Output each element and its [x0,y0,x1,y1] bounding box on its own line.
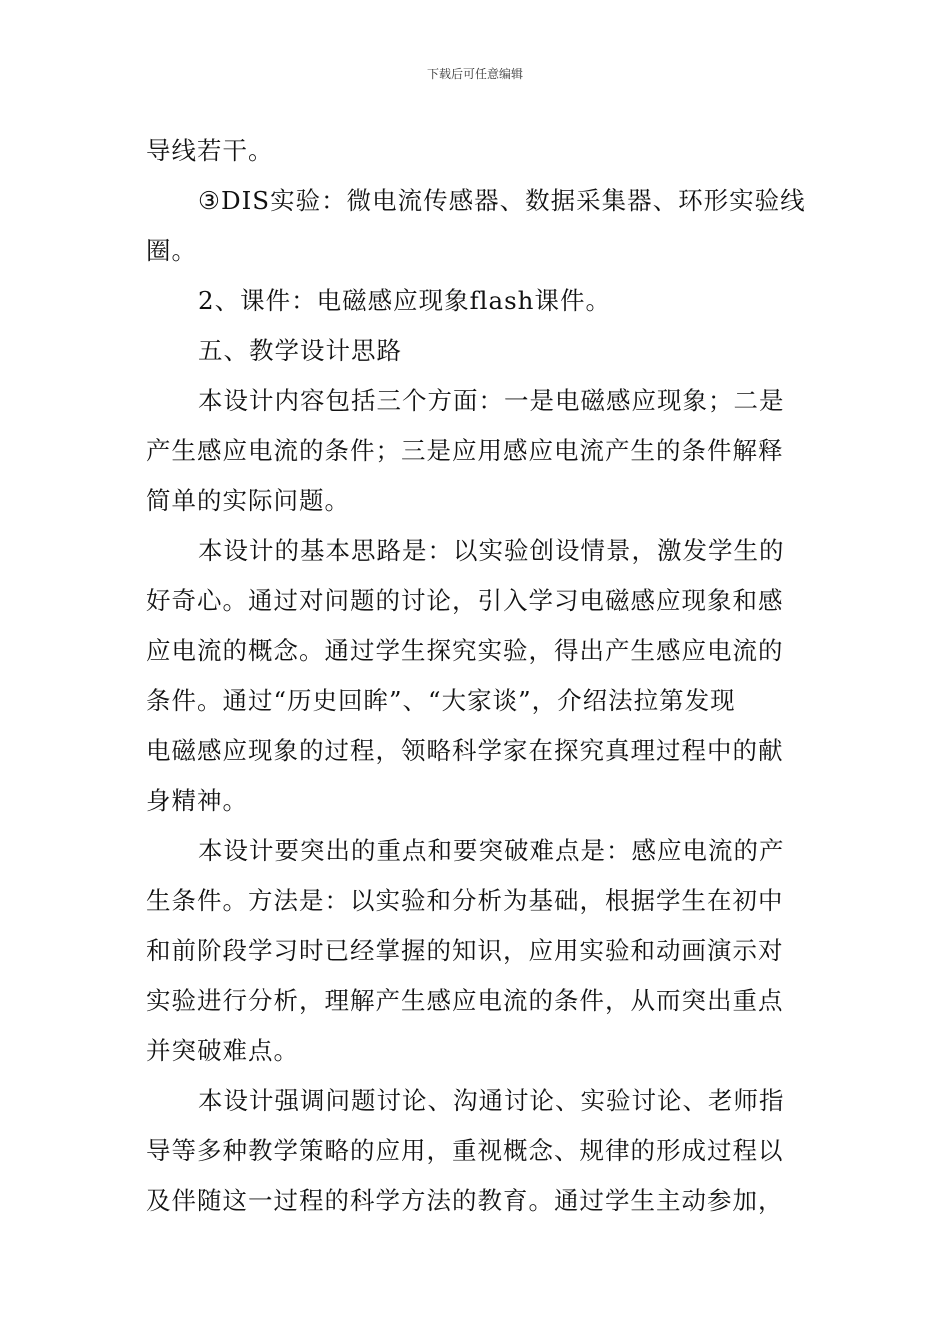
text-line: 本设计内容包括三个方面：一是电磁感应现象；二是 [198,386,785,415]
text-line: 本设计强调问题讨论、沟通讨论、实验讨论、老师指 [198,1086,785,1115]
page-header: 下载后可任意编辑 [426,67,523,81]
document-body [146,126,808,1226]
text-line: 实验进行分析，理解产生感应电流的条件，从而突出重点 [146,986,784,1015]
text-line: 身精神。 [146,786,248,815]
text-line: 及伴随这一过程的科学方法的教育。通过学生主动参加， [146,1186,784,1215]
text-line: 简单的实际问题。 [146,486,350,515]
text-line: 好奇心。通过对问题的讨论，引入学习电磁感应现象和感 [146,586,784,615]
text-line: 电磁感应现象的过程，领略科学家在探究真理过程中的献 [146,736,784,765]
text-line: 应电流的概念。通过学生探究实验，得出产生感应电流的 [146,636,784,665]
text-line: 并突破难点。 [146,1036,299,1065]
text-line: 条件。通过“历史回眸”、“大家谈”，介绍法拉第发现 [146,686,736,715]
text-line: 和前阶段学习时已经掌握的知识，应用实验和动画演示对 [146,936,784,965]
text-line: 导线若干。 [146,136,274,165]
text-line: 本设计的基本思路是：以实验创设情景，激发学生的 [198,536,785,565]
text-line: 产生感应电流的条件；三是应用感应电流产生的条件解释 [146,436,784,465]
text-line: 生条件。方法是：以实验和分析为基础，根据学生在初中 [146,886,784,915]
text-line: 圈。 [146,236,197,265]
text-line: 五、教学设计思路 [198,336,402,365]
text-line: 导等多种教学策略的应用，重视概念、规律的形成过程以 [146,1136,784,1165]
text-line: 本设计要突出的重点和要突破难点是：感应电流的产 [198,836,785,865]
text-line: ③DIS实验：微电流传感器、数据采集器、环形实验线 [198,186,806,215]
text-line: 2、课件：电磁感应现象flash课件。 [198,286,611,315]
